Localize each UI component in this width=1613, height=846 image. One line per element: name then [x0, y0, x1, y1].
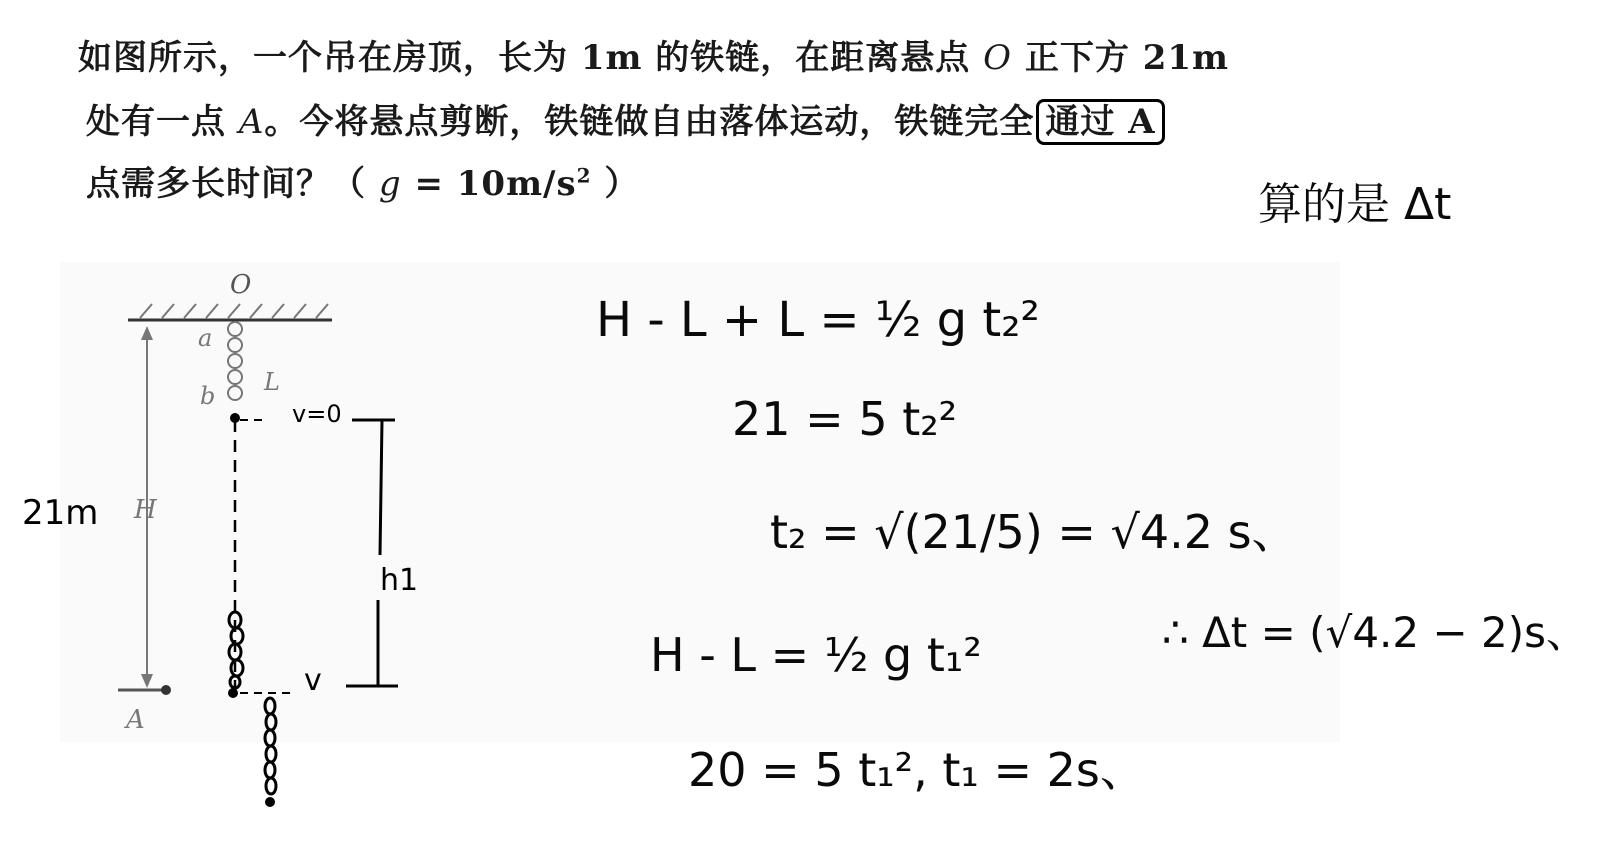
point-a-label: A	[238, 102, 265, 142]
chain-top-dot	[228, 688, 238, 698]
label-o: O	[230, 270, 252, 300]
gravity-symbol: g	[378, 164, 402, 204]
margin-note: 算的是 Δt	[1258, 179, 1452, 230]
chain-end-dot	[230, 413, 240, 423]
point-a-dot	[161, 685, 171, 695]
h1-bracket	[346, 420, 398, 686]
label-h: H	[134, 495, 157, 525]
hw-v0: v=0	[292, 400, 342, 428]
equation-1: H - L + L = ½ g t₂²	[596, 292, 1040, 348]
point-o-label: O	[983, 38, 1013, 78]
problem-text: 处有一点	[86, 102, 239, 142]
exponent: 2	[576, 163, 592, 188]
h-arrow-top	[141, 326, 153, 340]
chain-bottom-dot	[265, 797, 275, 807]
problem-text: 正下方 21m	[1012, 38, 1229, 78]
problem-text: = 10m/s	[401, 164, 577, 204]
ceiling-hatching	[140, 304, 328, 318]
equation-2: 21 = 5 t₂²	[732, 392, 958, 446]
equation-4: H - L = ½ g t₁²	[650, 628, 982, 682]
h-arrow-bottom	[141, 674, 153, 688]
equation-3: t₂ = √(21/5) = √4.2 s、	[770, 505, 1298, 559]
hw-h1: h1	[380, 563, 419, 598]
problem-text: 。今将悬点剪断，铁链做自由落体运动，铁链完全	[264, 102, 1035, 142]
hw-distance: 21m	[22, 493, 99, 533]
label-l: L	[264, 368, 280, 396]
hw-v: v	[304, 663, 322, 698]
label-b: b	[200, 382, 216, 410]
label-a-point: A	[126, 705, 145, 735]
chain-links-handwritten	[229, 612, 276, 794]
problem-text: 点需多长时间？（	[86, 164, 379, 204]
problem-text: 如图所示，一个吊在房顶，长为 1m 的铁链，在距离悬点	[78, 38, 984, 78]
chain-links-printed	[228, 322, 242, 400]
result: ∴ Δt = (√4.2 − 2)s、	[1162, 608, 1588, 657]
label-a: a	[198, 324, 213, 352]
problem-text: ）	[591, 164, 640, 204]
equation-5: 20 = 5 t₁², t₁ = 2s、	[688, 743, 1146, 797]
boxed-phrase: 通过 A	[1036, 99, 1164, 145]
